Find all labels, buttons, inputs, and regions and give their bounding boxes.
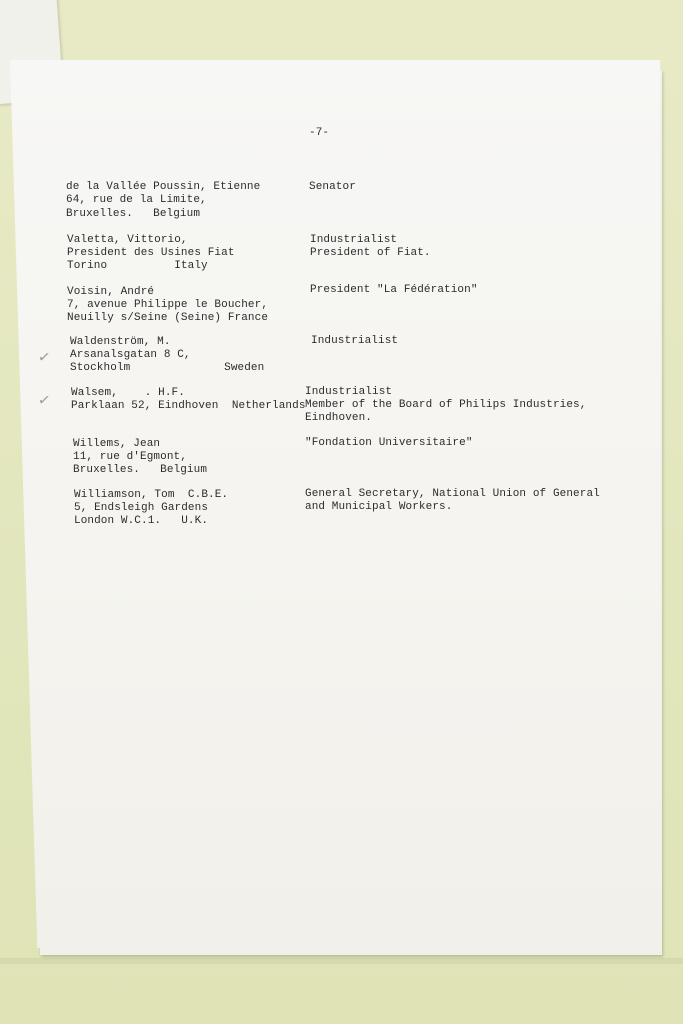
entry-address: 64, rue de la Limite, [66,194,207,206]
entry-role: Eindhoven. [305,412,373,424]
entry-address: 5, Endsleigh Gardens [74,502,209,514]
entry-address: President des Usines Fiat [67,247,235,259]
entry-name: Waldenström, M. [70,336,171,348]
entry-address: Parklaan 52, Eindhoven Netherlands [71,400,306,412]
entry-address: Arsanalsgatan 8 C, [70,349,191,361]
entry-address: 7, avenue Philippe le Boucher, [67,299,269,311]
entry-address: Bruxelles. Belgium [66,208,201,220]
entry-address: Bruxelles. Belgium [73,464,208,476]
entry-address: London W.C.1. U.K. [74,515,209,527]
entry-address: Neuilly s/Seine (Seine) France [67,312,269,324]
entry-name: Williamson, Tom C.B.E. [74,489,229,501]
checkmark-icon: ✓ [36,390,52,410]
entry-address: Stockholm Sweden [70,362,265,374]
page-number: -7- [309,127,330,139]
entry-role: and Municipal Workers. [305,501,453,513]
entry-role: President "La Fédération" [310,284,478,296]
entry-address: Torino Italy [67,260,208,272]
entry-role: Member of the Board of Philips Industries, [305,399,587,411]
folder-edge [0,958,683,964]
entry-role: General Secretary, National Union of General [305,488,600,500]
entry-address: 11, rue d'Egmont, [73,451,187,463]
entry-role: Industrialist [310,234,398,246]
entry-role: "Fondation Universitaire" [305,437,473,449]
entry-name: Valetta, Vittorio, [67,234,188,246]
entry-name: Willems, Jean [73,438,161,450]
entry-name: de la Vallée Poussin, Etienne [66,181,261,193]
entry-role: President of Fiat. [310,247,431,259]
entry-role: Senator [309,181,356,193]
entry-role: Industrialist [305,386,393,398]
entry-name: Walsem, . H.F. [71,387,185,399]
entry-role: Industrialist [311,335,399,347]
checkmark-icon: ✓ [36,347,52,367]
entry-name: Voisin, André [67,286,155,298]
